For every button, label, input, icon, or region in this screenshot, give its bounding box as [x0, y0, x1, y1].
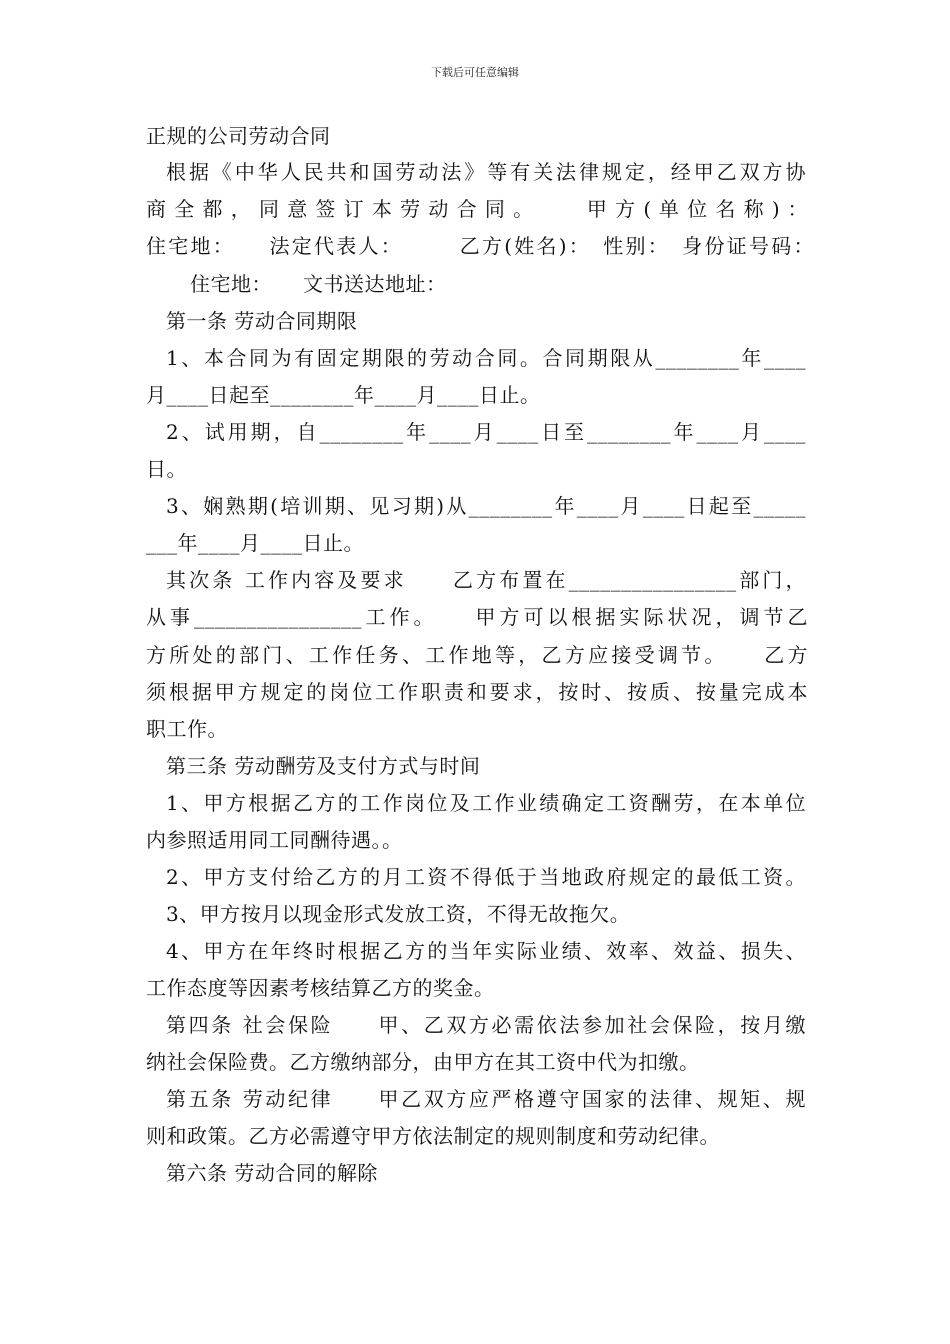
- section-heading: 第五条 劳动纪律 甲乙双方应严格遵守国家的法律、规矩、规: [166, 1087, 806, 1111]
- paragraph-line: 内参照适用同工同酬待遇。。: [146, 828, 403, 852]
- document-title: 正规的公司劳动合同: [146, 124, 331, 148]
- paragraph-line: 则和政策。乙方必需遵守甲方依法制定的规则制度和劳动纪律。: [146, 1124, 720, 1148]
- paragraph-line: 从事________________工作。 甲方可以根据实际状况，调节乙: [146, 605, 808, 629]
- paragraph-line: 月____日起至________年____月____日止。: [146, 383, 541, 407]
- section-heading: 第三条 劳动酬劳及支付方式与时间: [166, 754, 481, 778]
- paragraph-line: 住宅地： 文书送达地址：: [190, 272, 447, 296]
- paragraph-line: 方所处的部门、工作任务、工作地等，乙方应接受调节。 乙方: [146, 643, 808, 667]
- section-heading: 第六条 劳动合同的解除: [166, 1161, 378, 1185]
- paragraph-line: 4、甲方在年终时根据乙方的当年实际业绩、效率、效益、损失、: [166, 939, 806, 963]
- paragraph-line: 1、本合同为有固定期限的劳动合同。合同期限从________年____: [166, 346, 806, 370]
- paragraph-line: ___年____月____日止。: [146, 531, 364, 555]
- paragraph-line: 3、甲方按月以现金形式发放工资，不得无故拖欠。: [166, 902, 631, 926]
- paragraph-line: 1、甲方根据乙方的工作岗位及工作业绩确定工资酬劳，在本单位: [166, 791, 806, 815]
- paragraph-line: 职工作。: [146, 717, 228, 741]
- paragraph-line: 日。: [146, 457, 187, 481]
- paragraph-line: 2、试用期，自________年____月____日至________年____月____: [166, 420, 806, 444]
- paragraph-line: 2、甲方支付给乙方的月工资不得低于当地政府规定的最低工资。: [166, 865, 806, 889]
- paragraph-line: 商 全 都 ， 同 意 签 订 本 劳 动 合 同 。 甲 方 ( 单 位 名 称 ) ：: [146, 197, 808, 221]
- paragraph-line: 住宅地： 法定代表人： 乙方(姓名)： 性别： 身份证号码：: [146, 234, 814, 258]
- paragraph-line: 工作态度等因素考核结算乙方的奖金。: [146, 976, 495, 1000]
- section-heading: 其次条 工作内容及要求 乙方布置在________________部门，: [166, 568, 806, 592]
- paragraph-line: 纳社会保险费。乙方缴纳部分，由甲方在其工资中代为扣缴。: [146, 1050, 700, 1074]
- paragraph-line: 3、娴熟期(培训期、见习期)从________年____月____日起至_____: [166, 494, 806, 518]
- paragraph-line: 根据《中华人民共和国劳动法》等有关法律规定，经甲乙双方协: [166, 160, 806, 184]
- section-heading: 第四条 社会保险 甲、乙双方必需依法参加社会保险，按月缴: [166, 1013, 806, 1037]
- page-header: 下载后可任意编辑: [431, 66, 519, 79]
- paragraph-line: 须根据甲方规定的岗位工作职责和要求，按时、按质、按量完成本: [146, 680, 808, 704]
- section-heading: 第一条 劳动合同期限: [166, 309, 358, 333]
